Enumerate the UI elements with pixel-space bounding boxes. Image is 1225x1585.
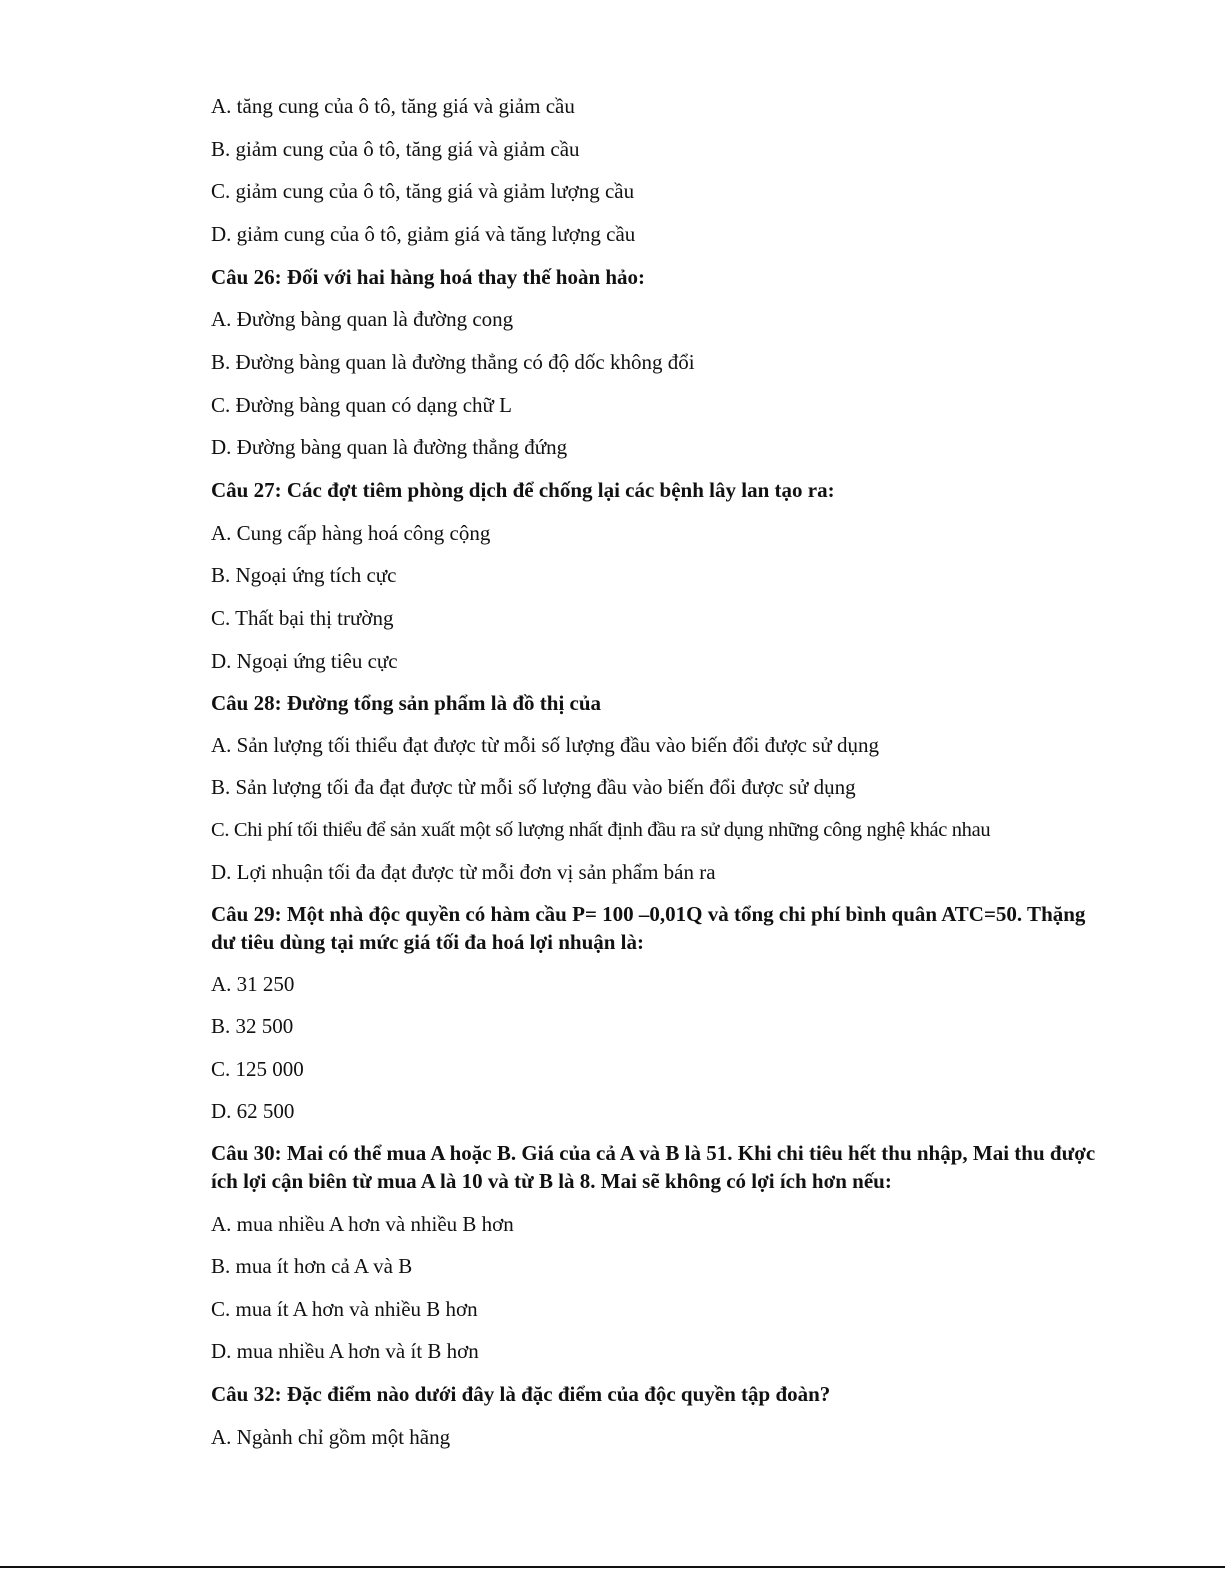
q30-option-b: B. mua ít hơn cả A và B bbox=[211, 1254, 413, 1278]
question-28: Câu 28: Đường tổng sản phẩm là đồ thị của bbox=[211, 691, 602, 715]
q26-option-b: B. Đường bàng quan là đường thẳng có độ dốc không đổi bbox=[211, 350, 695, 374]
q29-option-c: C. 125 000 bbox=[211, 1057, 304, 1081]
q30-option-a: A. mua nhiều A hơn và nhiều B hơn bbox=[211, 1212, 514, 1236]
question-29: Câu 29: Một nhà độc quyền có hàm cầu P= 100 –0,01Q và tổng chi phí bình quân ATC=50. Thặng dư tiêu dùng tại mức giá tối đa hoá lợi nhuận là: bbox=[211, 902, 1086, 954]
q27-option-d: D. Ngoại ứng tiêu cực bbox=[211, 649, 398, 673]
option-prev-a: A. tăng cung của ô tô, tăng giá và giảm cầu bbox=[211, 94, 575, 118]
option-prev-b: B. giảm cung của ô tô, tăng giá và giảm cầu bbox=[211, 137, 580, 161]
option-prev-c: C. giảm cung của ô tô, tăng giá và giảm lượng cầu bbox=[211, 179, 635, 203]
q26-option-c: C. Đường bàng quan có dạng chữ L bbox=[211, 393, 512, 417]
q28-option-d: D. Lợi nhuận tối đa đạt được từ mỗi đơn vị sản phẩm bán ra bbox=[211, 860, 716, 884]
question-26: Câu 26: Đối với hai hàng hoá thay thế hoàn hảo: bbox=[211, 265, 646, 289]
option-prev-d: D. giảm cung của ô tô, giảm giá và tăng lượng cầu bbox=[211, 222, 636, 246]
q29-option-b: B. 32 500 bbox=[211, 1014, 294, 1038]
q27-option-c: C. Thất bại thị trường bbox=[211, 606, 394, 630]
q27-option-a: A. Cung cấp hàng hoá công cộng bbox=[211, 521, 491, 545]
q30-option-d: D. mua nhiều A hơn và ít B hơn bbox=[211, 1339, 479, 1363]
q26-option-d: D. Đường bàng quan là đường thẳng đứng bbox=[211, 435, 568, 459]
page-bottom-border bbox=[0, 1566, 1225, 1568]
q28-option-c: C. Chi phí tối thiểu để sản xuất một số lượng nhất định đầu ra sử dụng những công nghệ khác nhau bbox=[211, 819, 991, 841]
q28-option-b: B. Sản lượng tối đa đạt được từ mỗi số lượng đầu vào biến đổi được sử dụng bbox=[211, 775, 856, 799]
q29-option-d: D. 62 500 bbox=[211, 1099, 295, 1123]
q27-option-b: B. Ngoại ứng tích cực bbox=[211, 563, 397, 587]
q32-option-a: A. Ngành chỉ gồm một hãng bbox=[211, 1425, 451, 1449]
q30-option-c: C. mua ít A hơn và nhiều B hơn bbox=[211, 1297, 478, 1321]
question-30: Câu 30: Mai có thể mua A hoặc B. Giá của cả A và B là 51. Khi chi tiêu hết thu nhập, Mai thu được ích lợi cận biên từ mua A là 10 và từ B là 8. Mai sẽ không có lợi ích hơn nếu: bbox=[211, 1141, 1096, 1193]
question-32: Câu 32: Đặc điểm nào dưới đây là đặc điểm của độc quyền tập đoàn? bbox=[211, 1382, 831, 1406]
question-27: Câu 27: Các đợt tiêm phòng dịch để chống lại các bệnh lây lan tạo ra: bbox=[211, 478, 835, 502]
q28-option-a: A. Sản lượng tối thiểu đạt được từ mỗi số lượng đầu vào biến đổi được sử dụng bbox=[211, 733, 879, 757]
q29-option-a: A. 31 250 bbox=[211, 972, 295, 996]
q26-option-a: A. Đường bàng quan là đường cong bbox=[211, 307, 514, 331]
